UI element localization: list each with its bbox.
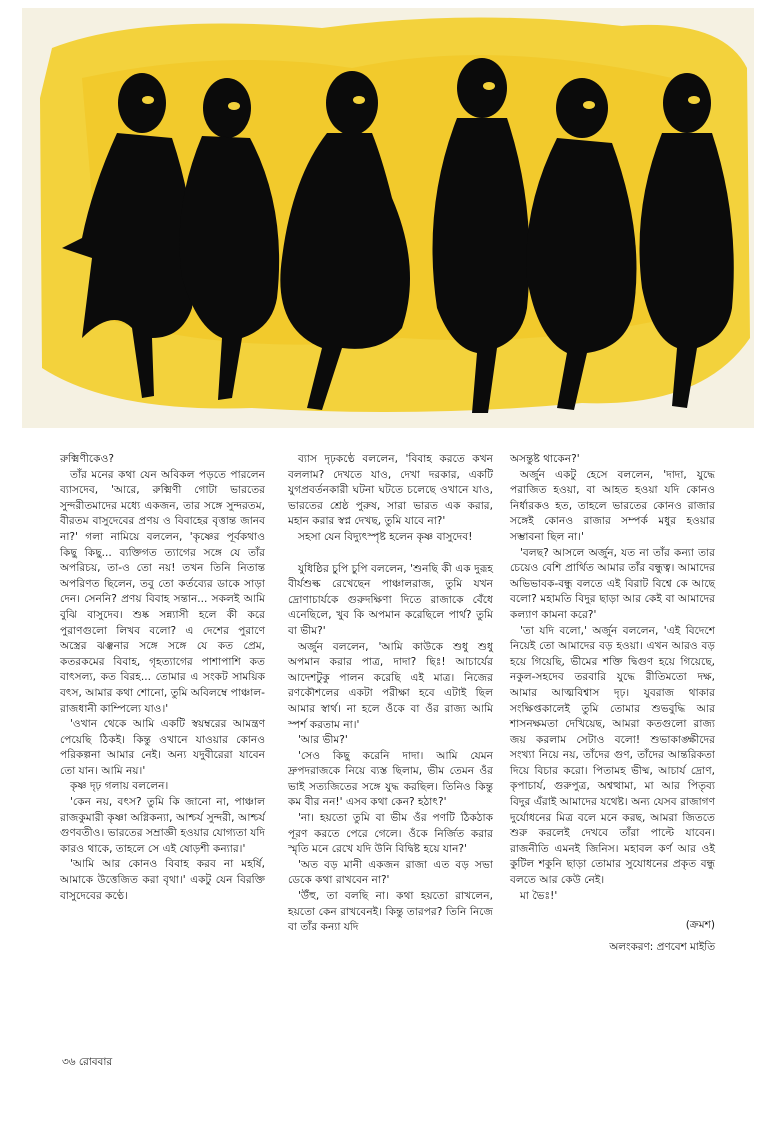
paragraph: অর্জুন একটু হেসে বললেন, 'দাদা, যুদ্ধে পরাজিত হওয়া, বা আহত হওয়া যদি কোনও নির্ধারকও হত, তাহলে ভারতের কোনও রাজার সঙ্গেই কোনও রাজার সম্পর্ক মধুর হওয়ার সম্ভাবনা ছিল না।' — [510, 468, 715, 543]
paragraph: 'সেও কিছু করেনি দাদা। আমি যেমন দ্রুপদরাজকে নিয়ে ব্যস্ত ছিলাম, ভীম তেমন ওঁর ভাই সত্যজিতের সঙ্গে যুদ্ধ করছিল। তিনিও কিন্তু কম বীর নন!' এসব কথা কেন? হঠাৎ?' — [288, 749, 493, 809]
paragraph: অসন্তুষ্ট থাকেন?' — [510, 453, 580, 465]
paragraph: যুধিষ্ঠির চুপি চুপি বললেন, 'শুনছি কী এক দুরূহ বীর্যশুল্ক রেখেছেন পাঞ্চালরাজ, তুমি যখন দ্রোণাচার্যকে গুরুদক্ষিণা দিতে রাজাকে বেঁধে এনেছিলে, খুব কি অপমান করেছিলে পার্থ? তুমি বা ভীম?' — [288, 562, 493, 637]
paragraph: সহসা যেন বিদ্যুৎস্পৃষ্ট হলেন কৃষ্ণ বাসুদেব! — [298, 530, 473, 543]
column-2 — [288, 452, 493, 936]
paragraph: 'উঁহু, তা বলছি না। কথা হয়তো রাখলেন, হয়তো কেন রাখবেনই। কিন্তু তারপর? তিনি নিজে বা তাঁর কন্যা যদি — [288, 890, 493, 934]
paragraph: 'ওখান থেকে আমি একটি স্বয়ম্বরের আমন্ত্রণ পেয়েছি ঠিকই। কিন্তু ওখানে যাওয়ার কোনও পরিকল্পনা আমার নেই। অন্য যদুবীরেরা যাবেন তো যান। আমি নয়।' — [60, 718, 265, 777]
paragraph: রুক্মিণীকেও? — [60, 453, 114, 465]
walking-figures-illustration — [22, 8, 754, 428]
paragraph: 'না। হয়তো তুমি বা ভীম ওঁর পণটি ঠিকঠাক পূরণ করতে পেরে গেলে। ওঁকে নির্জিত করার স্মৃতি মনে রেখে যদি উনি বিদ্বিষ্ট হয়ে যান?' — [288, 812, 493, 856]
paragraph: 'অত বড় মানী একজন রাজা এত বড় সভা ডেকে কথা রাখবেন না?' — [288, 858, 493, 887]
paragraph: কৃষ্ণ দৃঢ় গলায় বললেন। — [70, 780, 169, 793]
column-1 — [60, 452, 265, 904]
page-folio: ৩৬ রোববার — [62, 1056, 113, 1068]
paragraph: 'বলছ? আসলে অর্জুন, যত না তাঁর কন্যা তার চেয়েও বেশি প্রার্থিত আমার তাঁর বন্ধুত্ব। আমাদের অভিভাবক-বন্ধু বলতে এই বিরাট বিশ্বে কে আছে বলো? মহামতি বিদুর ছাড়া আর কেই বা আমাদের কল্যাণ কামনা করে?' — [510, 546, 715, 621]
to-be-continued: (ক্রমশ) — [685, 919, 715, 932]
paragraph: ব্যাস দৃঢ়কণ্ঠে বললেন, 'বিবাহ করতে কখন বললাম? দেখতে যাও, দেখা দরকার, একটি যুগপ্রবর্তনকারী ঘটনা ঘটতে চলেছে ওখানে যাও, ভারতের শ্রেষ্ঠ পুরুষ, সারা ভারত এক করার, মহান করার স্বপ্ন দেখছ, তুমি যাবে না?' — [288, 453, 493, 528]
paragraph: 'আমি আর কোনও বিবাহ করব না মহর্ষি, আমাকে উত্তেজিত করা বৃথা।' একটু যেন বিরক্তি বাসুদেবের কণ্ঠে। — [60, 858, 265, 902]
paragraph: 'তা যদি বলো,' অর্জুন বললেন, 'এই বিদেশে নিয়েই তো আমাদের বড় হওয়া। এখন আরও বড় হয়ে গিয়েছি, ভীমের শক্তি দ্বিগুণ হয়ে গিয়েছে, নকুল-সহদেব তরবারি যুদ্ধে রীতিমতো দক্ষ, আমার আত্মবিশ্বাস দৃঢ়। যুবরাজ থাকার সংক্ষিপ্তকালেই তুমি তোমার শুভবুদ্ধি আর শাসনক্ষমতা দেখিয়েছ, আমরা কতগুলো রাজ্য জয় করলাম সেটাও বলো! শুভাকাঙ্ক্ষীদের সংখ্যা নিয়ে নয়, তাঁদের গুণ, তাঁদের আন্তরিকতা দিয়ে বিচার করো। পিতামহ ভীষ্ম, আচার্য দ্রোণ, কৃপাচার্য, গুরুপুত্র, অশ্বত্থামা, মা আর পিতৃব্য বিদুর এঁরাই আমাদের যথেষ্ট। অন্য যেসব রাজাগণ দুর্যোধনের মিত্র বলে মনে করছ, আমরা জিততে শুরু করলেই দেখবে তাঁরা পাল্টে যাবেন। রাজনীতি এমনই জিনিস। মহাবল কর্ণ আর ওই কুটিল শকুনি ছাড়া তোমার সুযোধনের প্রকৃত বন্ধু বলতে আর কেউ নেই। — [510, 624, 715, 887]
column-3 — [510, 452, 715, 955]
paragraph: 'আর ভীম?' — [298, 734, 348, 747]
paragraph: তাঁর মনের কথা যেন অবিকল পড়তে পারলেন ব্যাসদেব, 'আরে, রুক্মিণী গোটা ভারতের সুন্দরীতমাদের মধ্যে একজন, তার সঙ্গে সুন্দরতম, বীরতম বাসুদেবের প্রণয় ও বিবাহের বৃত্তান্ত জানব না?' গলা নামিয়ে বললেন, 'কৃষ্ণের পূর্বকথাও কিছু কিছু... ব্যক্তিগত ত্যাগের সঙ্গে যে তাঁর অপরিচয়, তা-ও তো নয়! তখন তিনি নিতান্ত অপরিণত ছিলেন, তবু তো কর্তব্যের ডাকে সাড়া দেন। সেননি? প্রণয় বিবাহ সন্তান... সকলই আমি বুঝি বাসুদেব। শুষ্ক সন্ন্যাসী হলে কী করে পুরাণগুলো লিখব বলো? এ দেশের পুরাণে অস্ত্রের ঝঞ্ঝনার সঙ্গে সঙ্গে যে কত প্রেম, কতরকমের বিবাহ, গৃহত্যাগের পাশাপাশি কত বাৎসল্য, কত বিরহ... তোমার এ সংকট সাময়িক বৎস, আমার কথা শোনো, তুমি অবিলম্বে পাঞ্চাল-রাজধানী কাম্পিল্যে যাও।' — [60, 468, 265, 715]
paragraph: 'কেন নয়, বৎস? তুমি কি জানো না, পাঞ্চাল রাজকুমারী কৃষ্ণা অগ্নিকন্যা, আশ্চর্য সুন্দরী, আশ্চর্য গুণবতীও। ভারতের সম্রাজ্ঞী হওয়ার যোগ্যতা যদি কারও থাকে, তাহলে সে এই ষোড়শী কন্যার।' — [60, 796, 265, 855]
paragraph: অর্জুন বললেন, 'আমি কাউকে শুধু শুধু অপমান করার পাত্র, দাদা? ছিঃ! আচার্যের আদেশটুকু পালন করেছি এই মাত্র। নিজের রণকৌশলের একটা পরীক্ষা হবে এটাই ছিল আমার স্বার্থ। না হলে ওঁকে বা ওঁর রাজ্য আমি স্পর্শ করতাম না।' — [288, 640, 493, 731]
illustration-credit: অলংকরণ: প্রণবেশ মাইতি — [609, 940, 715, 953]
paragraph: মা ভৈঃ!' — [520, 889, 558, 902]
article-body — [60, 452, 722, 1048]
